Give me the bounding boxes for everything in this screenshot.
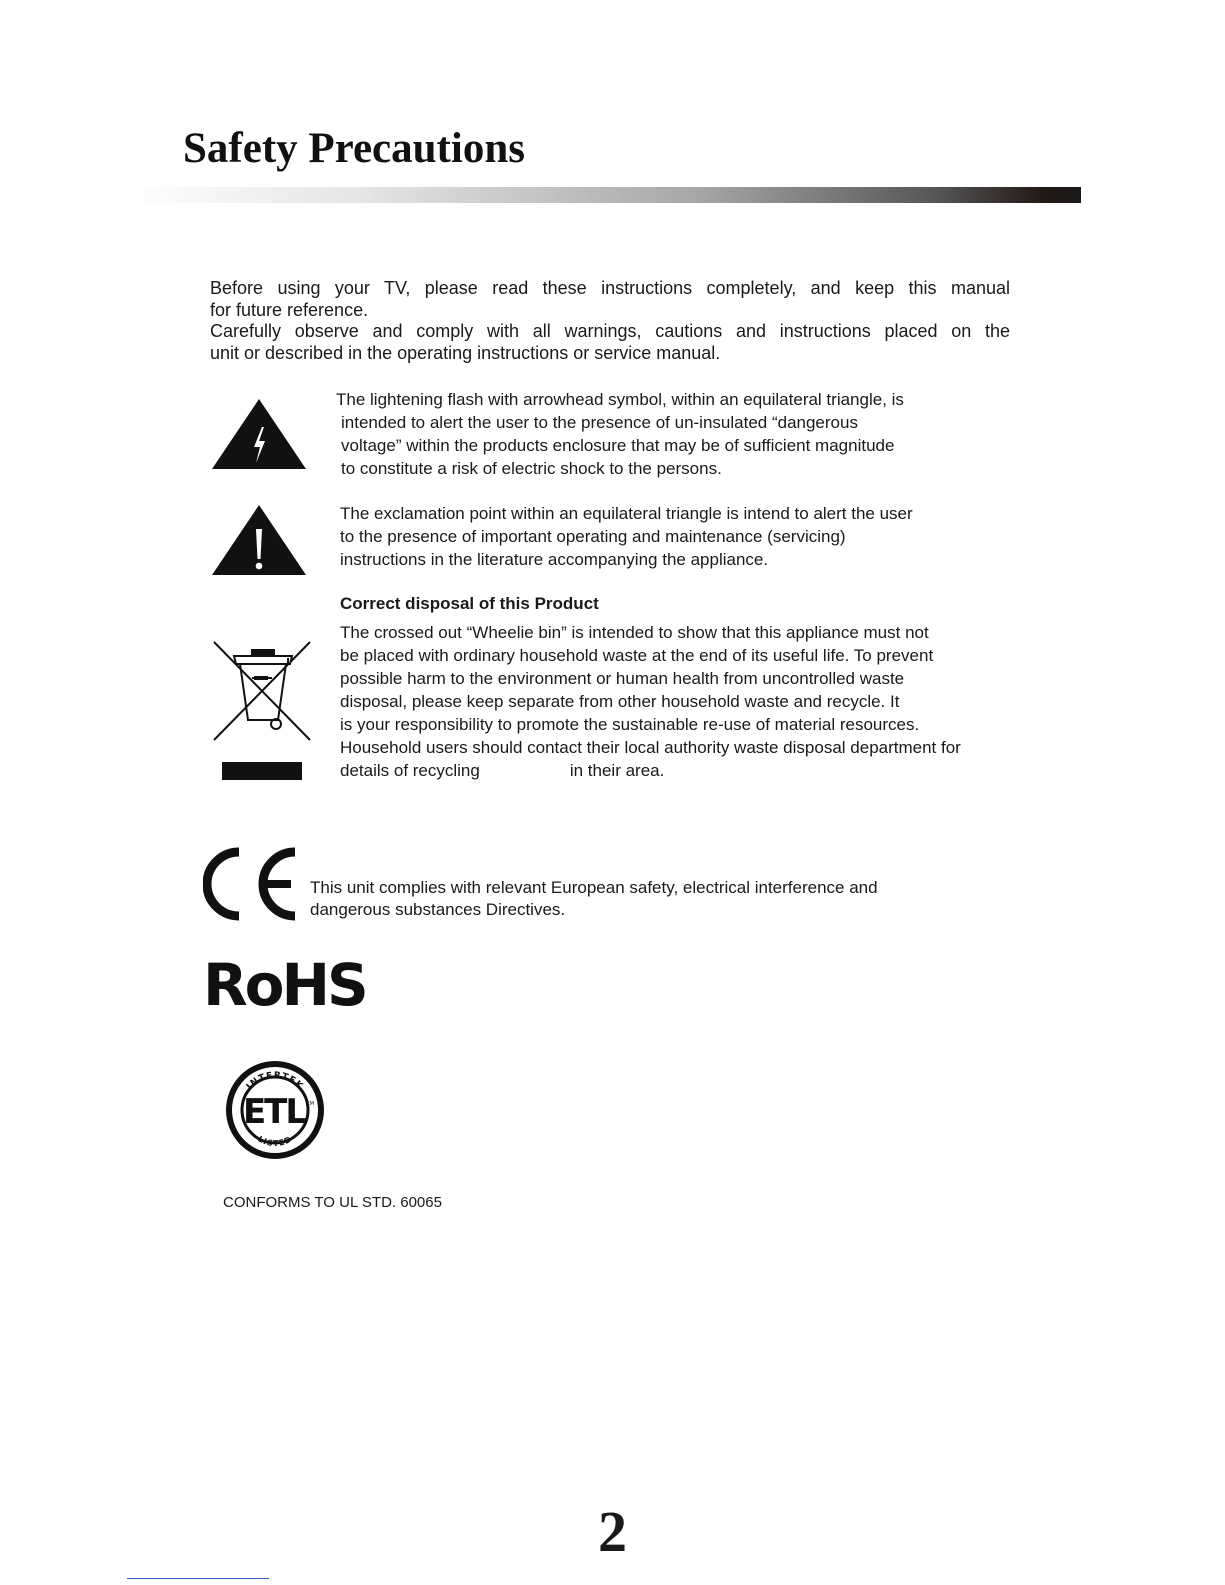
intertek-etl-listed-icon — [225, 1060, 325, 1160]
page-title: Safety Precautions — [183, 125, 525, 172]
text-line: dangerous substances Directives. — [310, 900, 566, 919]
text-line: is your responsibility to promote the sustainable re-use of material resources. — [340, 715, 920, 734]
intro-paragraph — [210, 278, 1010, 364]
text-line: possible harm to the environment or human health from uncontrolled waste — [340, 669, 905, 688]
page-number: 2 — [598, 1499, 627, 1564]
text-line: disposal, please keep separate from other household waste and recycle. It — [340, 692, 900, 711]
rohs-logo-icon — [203, 955, 373, 1011]
text-line — [340, 759, 1060, 782]
etl-bottom-text: LISTED — [256, 1134, 294, 1149]
text-line: intended to alert the user to the presence of un-insulated “dangerous — [341, 413, 858, 432]
disposal-heading: Correct disposal of this Product — [340, 594, 599, 613]
intro-line: Carefully observe and comply with all warnings, cautions and instructions placed on the — [210, 321, 1010, 341]
text-line: The lightening flash with arrowhead symbol, within an equilateral triangle, is — [336, 390, 904, 409]
text-line: instructions in the literature accompanying the appliance. — [340, 550, 769, 569]
footer-link-underline — [127, 1578, 269, 1579]
text-line: to the presence of important operating and maintenance (servicing) — [340, 527, 846, 546]
header-gradient-rule — [130, 187, 1081, 203]
intro-line: unit or described in the operating instructions or service manual. — [210, 342, 721, 363]
text-line: This unit complies with relevant European safety, electrical interference and — [310, 878, 878, 897]
text-line: Household users should contact their local authority waste disposal department for — [340, 738, 961, 757]
etl-top-text: INTERTEK — [244, 1070, 305, 1092]
disposal-description — [340, 592, 1060, 782]
text-fragment: in their area. — [569, 761, 665, 780]
text-line: The exclamation point within an equilateral triangle is intend to alert the user — [340, 504, 913, 523]
ce-mark-icon — [203, 846, 303, 922]
rohs-label: RoHS — [203, 955, 366, 1011]
crossed-out-wheelie-bin-icon — [212, 640, 314, 788]
intro-line: for future reference. — [210, 299, 369, 320]
exclamation-warning-triangle-icon — [210, 503, 308, 577]
text-line: voltage” within the products enclosure that may be of sufficient magnitude — [341, 436, 895, 455]
conforms-text: CONFORMS TO UL STD. 60065 — [223, 1194, 442, 1211]
text-line: be placed with ordinary household waste at the end of its useful life. To prevent — [340, 646, 934, 665]
etl-small-text: CM — [306, 1101, 314, 1107]
svg-text:INTERTEK — [245, 1071, 305, 1092]
intro-line: Before using your TV, please read these instructions completely, and keep this manual — [210, 278, 1010, 298]
etl-center-text: ETL — [242, 1092, 306, 1132]
exclamation-description — [340, 502, 1040, 571]
text-line: to constitute a risk of electric shock to the persons. — [341, 459, 722, 478]
text-line: The crossed out “Wheelie bin” is intended to show that this appliance must not — [340, 623, 929, 642]
svg-text:LISTED — [256, 1134, 293, 1148]
text-fragment: details of recycling — [340, 761, 480, 780]
ce-description — [310, 877, 1010, 921]
lightning-warning-triangle-icon — [210, 397, 308, 471]
lightning-description — [336, 388, 1036, 480]
